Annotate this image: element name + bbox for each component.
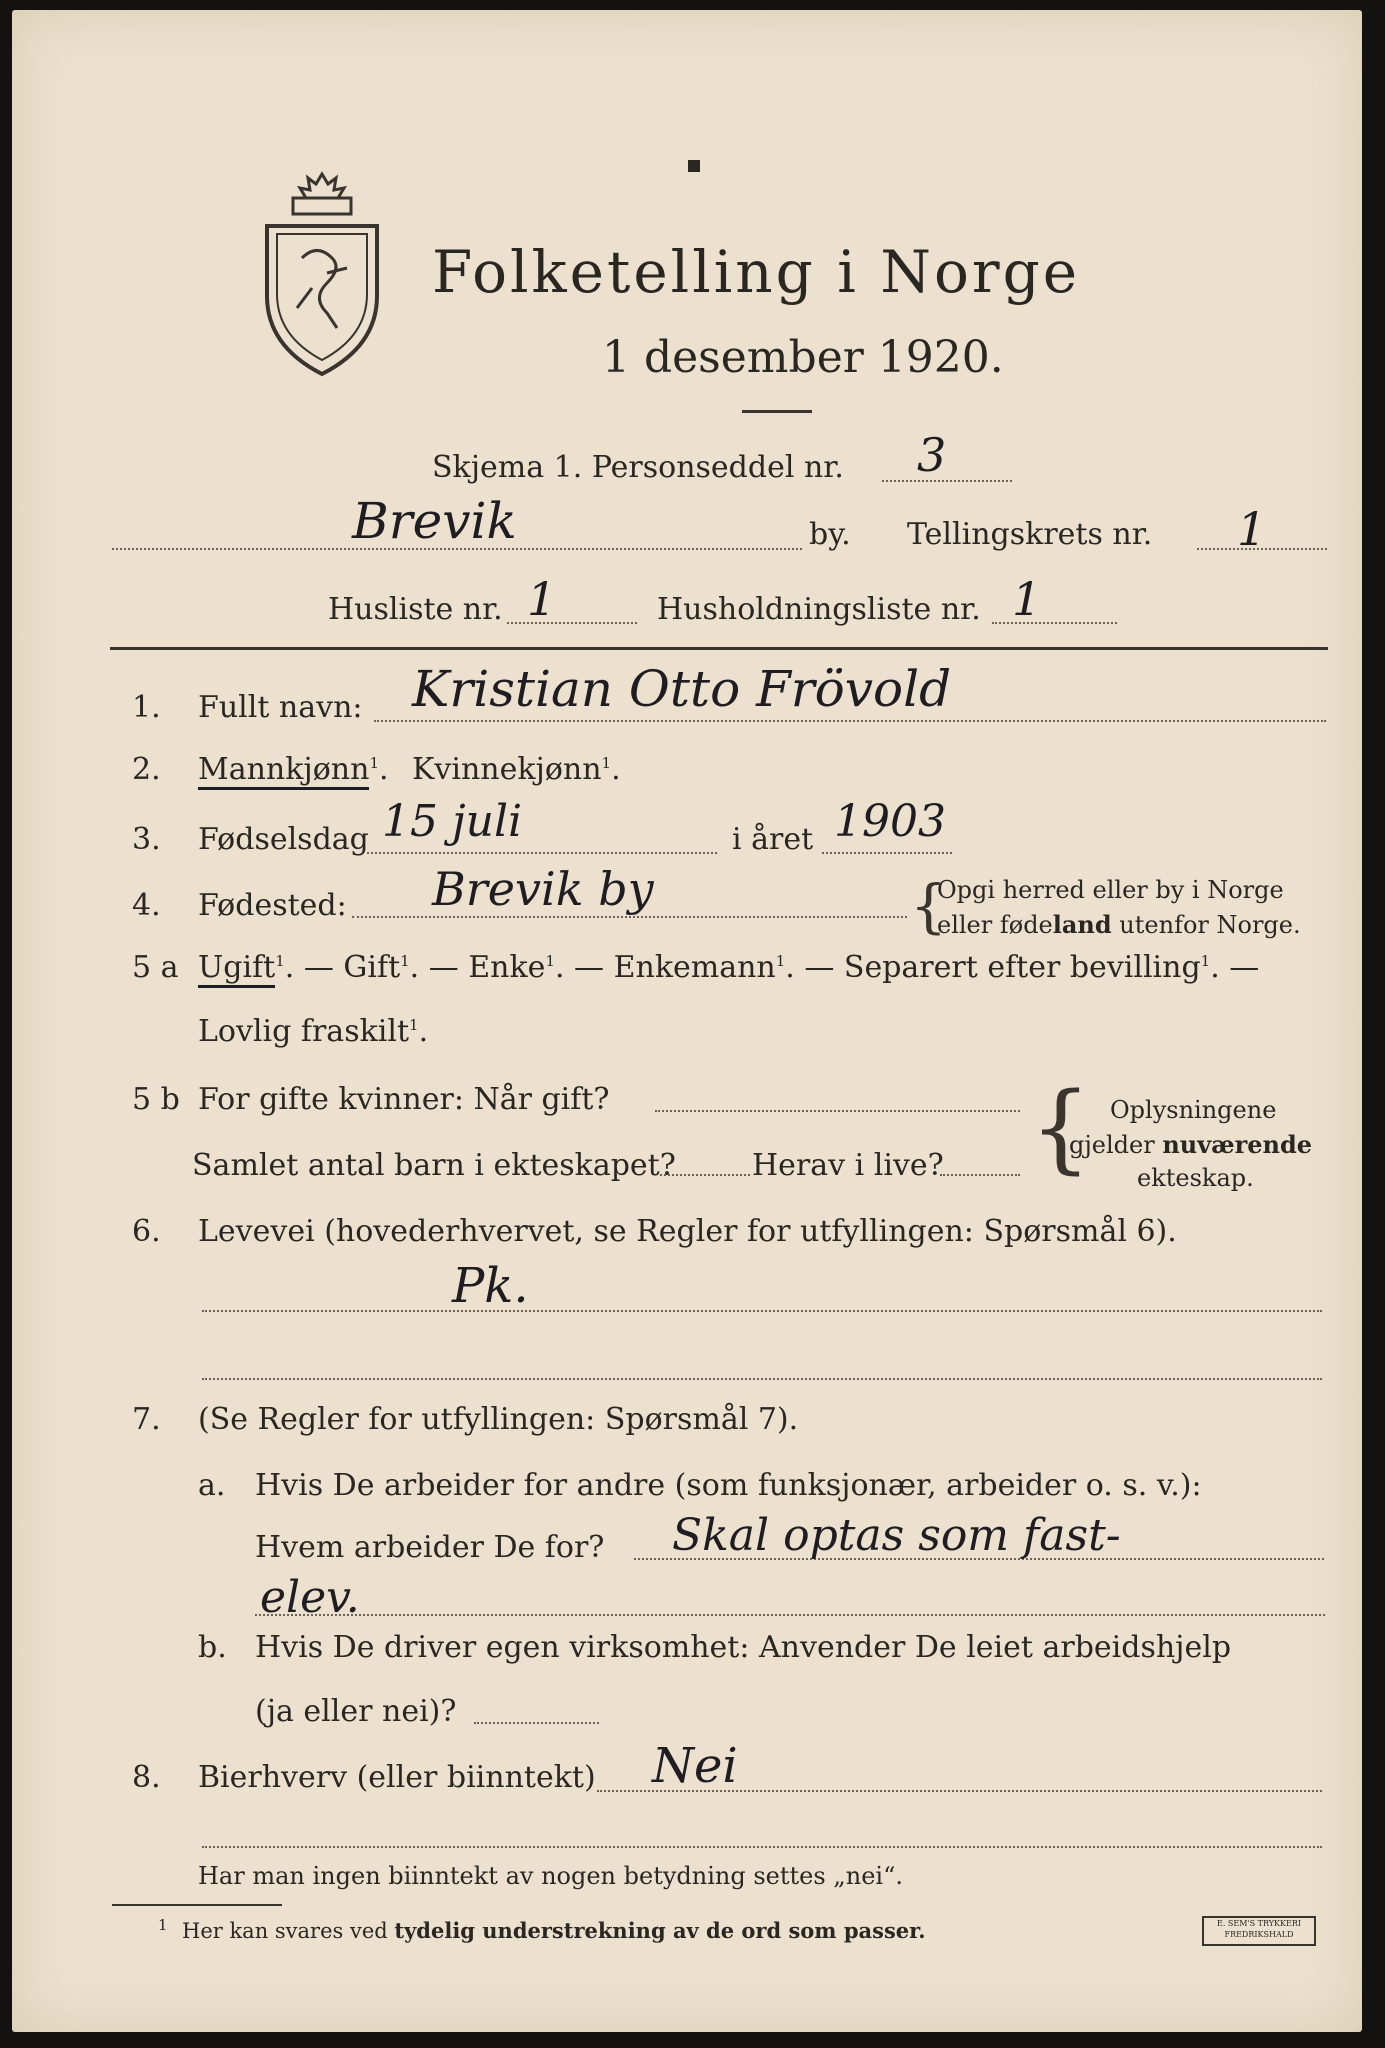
- option-enke[interactable]: Enke: [468, 950, 546, 985]
- employer-value-line2[interactable]: elev.: [260, 1572, 360, 1623]
- husliste-value[interactable]: 1: [527, 572, 557, 626]
- census-form-page: [12, 10, 1362, 2032]
- q6-number: 6.: [132, 1214, 161, 1249]
- city-value[interactable]: Brevik: [352, 492, 517, 550]
- husholdningsliste-value[interactable]: 1: [1012, 572, 1042, 626]
- personseddel-value[interactable]: 3: [917, 428, 947, 482]
- husholdningsliste-label: Husholdningsliste nr.: [657, 592, 981, 627]
- husliste-label: Husliste nr.: [328, 592, 503, 627]
- birth-year-value[interactable]: 1903: [834, 796, 946, 847]
- q8-label: Bierhverv (eller biinntekt): [198, 1760, 596, 1795]
- q5b-brace: {: [1030, 1072, 1092, 1184]
- q7b-label1: Hvis De driver egen virksomhet: Anvender De leiet arbeidshjelp: [255, 1630, 1232, 1665]
- form-date: 1 desember 1920.: [602, 332, 1004, 383]
- q4-number: 4.: [132, 888, 161, 923]
- option-enkemann[interactable]: Enkemann: [613, 950, 776, 985]
- q5b-note-line1: Oplysningene: [1110, 1096, 1277, 1124]
- full-name-value[interactable]: Kristian Otto Frövold: [412, 660, 952, 718]
- skjema-label: Skjema 1. Personseddel nr.: [432, 450, 844, 485]
- q5b-number: 5 b: [132, 1082, 180, 1117]
- footnote-marker: 1: [158, 1916, 168, 1934]
- tellingskrets-value[interactable]: 1: [1237, 502, 1267, 556]
- q3-number: 3.: [132, 822, 161, 857]
- option-separert[interactable]: Separert efter bevilling: [843, 950, 1201, 985]
- q2-number: 2.: [132, 752, 161, 787]
- q5b-label2: Samlet antal barn i ekteskapet?: [192, 1148, 676, 1183]
- header-divider: [110, 647, 1328, 650]
- q4-note-line1: Opgi herred eller by i Norge: [937, 876, 1284, 904]
- tellingskrets-label: Tellingskrets nr.: [907, 517, 1153, 552]
- q5a-number: 5 a: [132, 950, 179, 985]
- q3-label: Fødselsdag: [198, 822, 369, 857]
- q7-number: 7.: [132, 1402, 161, 1437]
- q6-label: Levevei (hovederhvervet, se Regler for utfyllingen: Spørsmål 6).: [198, 1214, 1177, 1249]
- q1-label: Fullt navn:: [198, 690, 363, 725]
- q7a-label1: Hvis De arbeider for andre (som funksjonær, arbeider o. s. v.):: [255, 1468, 1202, 1503]
- printer-mark: [688, 160, 700, 172]
- title-divider: [742, 410, 812, 413]
- option-gift[interactable]: Gift: [343, 950, 401, 985]
- coat-of-arms-emblem: [257, 168, 387, 378]
- note-nei: Har man ingen biinntekt av nogen betydning settes „nei“.: [198, 1862, 903, 1890]
- q3-year-label: i året: [732, 822, 814, 857]
- q7a-letter: a.: [198, 1468, 226, 1503]
- birthplace-value[interactable]: Brevik by: [432, 862, 654, 916]
- side-income-value[interactable]: Nei: [652, 1738, 738, 1794]
- q4-label: Fødested:: [198, 888, 347, 923]
- birth-day-value[interactable]: 15 juli: [382, 796, 523, 847]
- employer-value-line1[interactable]: Skal optas som fast-: [672, 1510, 1121, 1561]
- q5a-options: Ugift$^1$. — Gift$^1$. — Enke$^1$. — Enkemann$^1$. — Separert efter bevilling$^1$. —: [198, 950, 1259, 985]
- q7-label: (Se Regler for utfyllingen: Spørsmål 7).: [198, 1402, 799, 1437]
- form-title: Folketelling i Norge: [432, 238, 1081, 306]
- printer-stamp: E. SEM'S TRYKKERI FREDRIKSHALD: [1202, 1916, 1316, 1946]
- option-fraskilt[interactable]: Lovlig fraskilt$^1$.: [198, 1014, 429, 1049]
- q7a-label2: Hvem arbeider De for?: [255, 1530, 605, 1565]
- q4-brace: {: [910, 872, 947, 940]
- q8-number: 8.: [132, 1760, 161, 1795]
- q2-option-mann[interactable]: Mannkjønn$^1$.: [198, 752, 389, 787]
- q4-note-line2: eller fødeland utenfor Norge.: [937, 910, 1301, 939]
- q5b-note-line2: gjelder nuværende: [1069, 1130, 1313, 1159]
- q5b-note-line3: ekteskap.: [1137, 1164, 1254, 1192]
- q1-number: 1.: [132, 690, 161, 725]
- footnote-text: Her kan svares ved tydelig understrekning av de ord som passer.: [182, 1918, 926, 1943]
- option-ugift[interactable]: Ugift: [198, 950, 275, 988]
- q5b-label1: For gifte kvinner: Når gift?: [198, 1082, 610, 1117]
- footnote-divider: [112, 1904, 282, 1906]
- occupation-value[interactable]: Pk.: [452, 1258, 529, 1314]
- q5b-label3: Herav i live?: [752, 1148, 944, 1183]
- q2-option-kvinne[interactable]: Kvinnekjønn$^1$.: [412, 752, 621, 787]
- q7b-label2: (ja eller nei)?: [255, 1694, 457, 1729]
- by-label: by.: [809, 517, 851, 552]
- q7b-letter: b.: [198, 1630, 227, 1665]
